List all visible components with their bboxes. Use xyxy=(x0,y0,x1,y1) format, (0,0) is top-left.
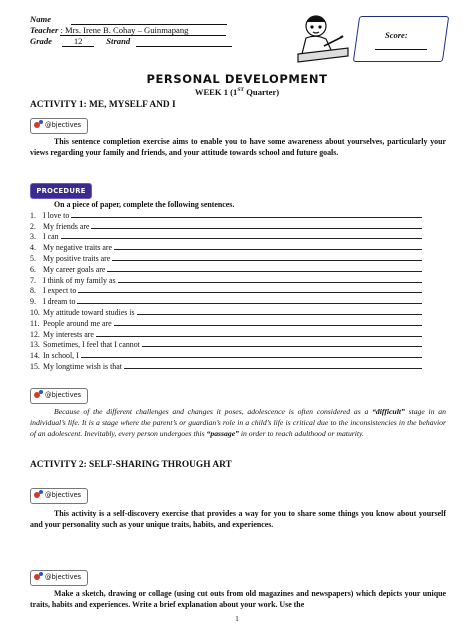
item-stem: My friends are xyxy=(43,221,90,231)
strand-label: Strand xyxy=(106,36,131,46)
list-item xyxy=(30,274,422,285)
list-item xyxy=(30,295,422,306)
objectives-badge-4: @bjectives xyxy=(30,570,88,586)
passage-term: “passage” xyxy=(206,429,239,438)
objectives-badge-2: @bjectives xyxy=(30,388,88,404)
grade-label: Grade xyxy=(30,36,52,46)
answer-blank[interactable] xyxy=(112,260,422,261)
activity1-instruction: On a piece of paper, complete the following sentences. xyxy=(54,200,235,209)
item-stem: Sometimes, I feel that I cannot xyxy=(43,340,140,350)
list-item xyxy=(30,231,422,242)
item-stem: In school, I xyxy=(43,351,79,361)
item-stem: My career goals are xyxy=(43,264,106,274)
item-stem: I expect to xyxy=(43,286,77,296)
grade-value: 12 xyxy=(62,37,94,47)
activity2-intro: This activity is a self-discovery exercise that provides a way for you to share some things you know about yourself and your personality such as your unique traits, habits, and experiences. xyxy=(30,509,446,529)
list-item xyxy=(30,263,422,274)
answer-blank[interactable] xyxy=(91,228,422,229)
teacher-row xyxy=(30,25,226,36)
item-stem: My attitude toward studies is xyxy=(43,307,135,317)
item-number: 15. xyxy=(30,361,40,371)
objectives-badge-1: @bjectives xyxy=(30,118,88,134)
item-number: 2. xyxy=(30,221,36,231)
item-stem: My positive traits are xyxy=(43,253,111,263)
name-field[interactable] xyxy=(71,15,227,25)
item-number: 1. xyxy=(30,210,36,220)
score-field[interactable] xyxy=(375,49,427,50)
dart-icon xyxy=(39,120,43,124)
item-number: 4. xyxy=(30,243,36,253)
score-label: Score: xyxy=(385,30,408,40)
procedure-badge: PROCEDURE xyxy=(30,183,92,199)
dart-icon xyxy=(39,572,43,576)
item-number: 12. xyxy=(30,329,40,339)
answer-blank[interactable] xyxy=(61,238,422,239)
teacher-label: Teacher xyxy=(30,25,59,35)
answer-blank[interactable] xyxy=(77,303,422,304)
item-stem: My negative traits are xyxy=(43,243,113,253)
answer-blank[interactable] xyxy=(81,357,422,358)
week-subtitle: WEEK 1 (1ST Quarter) xyxy=(194,87,280,97)
list-item xyxy=(30,252,422,263)
list-item xyxy=(30,339,422,350)
item-stem: My longtime wish is that xyxy=(43,361,122,371)
item-stem: I can xyxy=(43,232,59,242)
list-item xyxy=(30,209,422,220)
item-number: 5. xyxy=(30,253,36,263)
difficult-term: “difficult” xyxy=(372,407,405,416)
list-item xyxy=(30,328,422,339)
list-item xyxy=(30,306,422,317)
answer-blank[interactable] xyxy=(114,325,422,326)
page-title: PERSONAL DEVELOPMENT xyxy=(146,72,328,86)
answer-blank[interactable] xyxy=(124,368,422,369)
dart-icon xyxy=(39,490,43,494)
adolescence-note: Because of the different challenges and changes it poses, adolescence is often considered as a “difficult” stage in an individual’s life. It is a stage where the parent’s or guardian’s role in a child’s life is critical due to the inconsistencies in the behavior of an adolescent. Inevitably, every person undergoes this “passage” in order to reach adulthood or maturity. xyxy=(30,407,446,438)
list-item xyxy=(30,349,422,360)
activity1-title: ACTIVITY 1: ME, MYSELF AND I xyxy=(30,100,176,110)
objectives-badge-3: @bjectives xyxy=(30,488,88,504)
answer-blank[interactable] xyxy=(71,217,422,218)
page-number: 1 xyxy=(235,614,239,623)
item-number: 6. xyxy=(30,264,36,274)
name-row xyxy=(30,14,227,25)
answer-blank[interactable] xyxy=(96,336,422,337)
name-label: Name xyxy=(30,14,52,24)
list-item xyxy=(30,220,422,231)
item-number: 7. xyxy=(30,275,36,285)
answer-blank[interactable] xyxy=(78,292,422,293)
strand-field[interactable] xyxy=(136,37,232,47)
activity2-title: ACTIVITY 2: SELF-SHARING THROUGH ART xyxy=(30,460,232,470)
answer-blank[interactable] xyxy=(137,314,422,315)
answer-blank[interactable] xyxy=(107,271,422,272)
item-number: 9. xyxy=(30,297,36,307)
grade-row xyxy=(30,36,232,47)
item-stem: I dream to xyxy=(43,297,76,307)
list-item xyxy=(30,317,422,328)
activity2-instruction: Make a sketch, drawing or collage (using cut outs from old magazines and newspapers) which depicts your unique traits, habits and experiences. Write a brief explanation about your work. Use the xyxy=(30,589,446,609)
answer-blank[interactable] xyxy=(114,249,422,250)
activity1-intro: This sentence completion exercise aims to enable you to have some awareness about yourselves, particularly your views regarding your family and friends, and your attitude towards school and future goals. xyxy=(30,137,446,157)
list-item xyxy=(30,285,422,296)
answer-blank[interactable] xyxy=(142,346,422,347)
answer-blank[interactable] xyxy=(118,282,422,283)
item-number: 8. xyxy=(30,286,36,296)
teacher-value: : Mrs. Irene B. Cohay – Guinmapang xyxy=(60,26,226,36)
item-stem: My interests are xyxy=(43,329,94,339)
item-number: 10. xyxy=(30,307,40,317)
item-number: 3. xyxy=(30,232,36,242)
list-item xyxy=(30,241,422,252)
student-writing-clipart xyxy=(294,12,352,68)
item-number: 11. xyxy=(30,318,40,328)
list-item xyxy=(30,360,422,371)
dart-icon xyxy=(39,390,43,394)
item-number: 14. xyxy=(30,351,40,361)
item-stem: I think of my family as xyxy=(43,275,116,285)
item-stem: People around me are xyxy=(43,318,112,328)
item-stem: I love to xyxy=(43,210,70,220)
item-number: 13. xyxy=(30,340,40,350)
